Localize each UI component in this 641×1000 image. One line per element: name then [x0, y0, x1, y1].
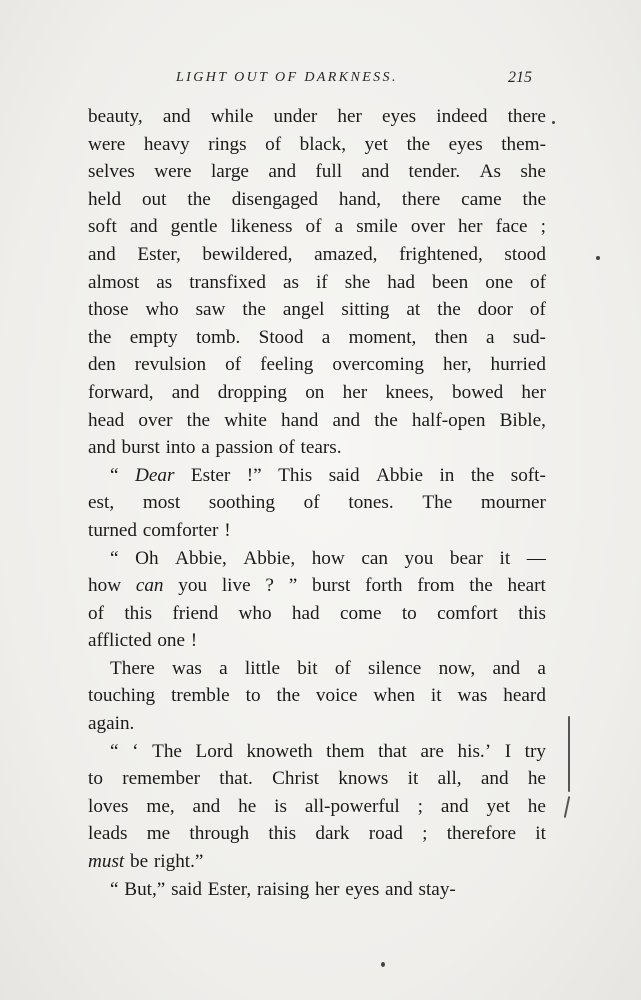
text-line: of this friend who had come to comfort this — [88, 602, 546, 624]
text-line: “ Dear Ester !” This said Abbie in the soft- — [110, 464, 546, 486]
body-text — [88, 103, 546, 903]
text-line: head over the white hand and the half-open Bible, — [88, 409, 546, 431]
page-number: 215 — [508, 69, 532, 86]
text-line: “ But,” said Ester, raising her eyes and stay- — [110, 878, 456, 900]
running-head — [0, 64, 641, 94]
text-line: afflicted one ! — [88, 630, 198, 652]
margin-mark — [564, 796, 571, 818]
text-line: held out the disengaged hand, there came the — [88, 188, 546, 210]
page-speck — [381, 962, 385, 967]
text-line: touching tremble to the voice when it was heard — [88, 685, 546, 707]
text-line: and burst into a passion of tears. — [88, 437, 342, 459]
margin-mark — [568, 716, 570, 792]
text-line: selves were large and full and tender. As she — [88, 161, 546, 183]
text-line: were heavy rings of black, yet the eyes them- — [88, 133, 546, 155]
text-line: den revulsion of feeling overcoming her, hurried — [88, 354, 546, 376]
page-speck — [552, 121, 555, 124]
text-line: loves me, and he is all-powerful ; and yet he — [88, 795, 546, 817]
text-line: est, most soothing of tones. The mourner — [88, 492, 546, 514]
text-line: “ Oh Abbie, Abbie, how can you bear it — — [110, 547, 546, 569]
text-line: leads me through this dark road ; therefore it — [88, 823, 546, 845]
text-line: must be right.” — [88, 851, 204, 873]
text-line: and Ester, bewildered, amazed, frightened, stood — [88, 243, 546, 265]
text-line: the empty tomb. Stood a moment, then a sud- — [88, 326, 546, 348]
text-line: again. — [88, 713, 135, 735]
text-line: There was a little bit of silence now, and a — [110, 657, 546, 679]
text-line: almost as transfixed as if she had been one of — [88, 271, 546, 293]
text-line: soft and gentle likeness of a smile over her face ; — [88, 216, 546, 238]
text-line: those who saw the angel sitting at the door of — [88, 299, 546, 321]
text-line: “ ‘ The Lord knoweth them that are his.’ I try — [110, 740, 546, 762]
text-line: turned comforter ! — [88, 519, 231, 541]
text-line: forward, and dropping on her knees, bowed her — [88, 381, 546, 403]
text-line: how can you live ? ” burst forth from the heart — [88, 575, 546, 597]
running-title: LIGHT OUT OF DARKNESS. — [176, 70, 398, 85]
text-line: to remember that. Christ knows it all, and he — [88, 768, 546, 790]
text-line: beauty, and while under her eyes indeed there — [88, 106, 546, 127]
page-speck — [596, 256, 600, 260]
